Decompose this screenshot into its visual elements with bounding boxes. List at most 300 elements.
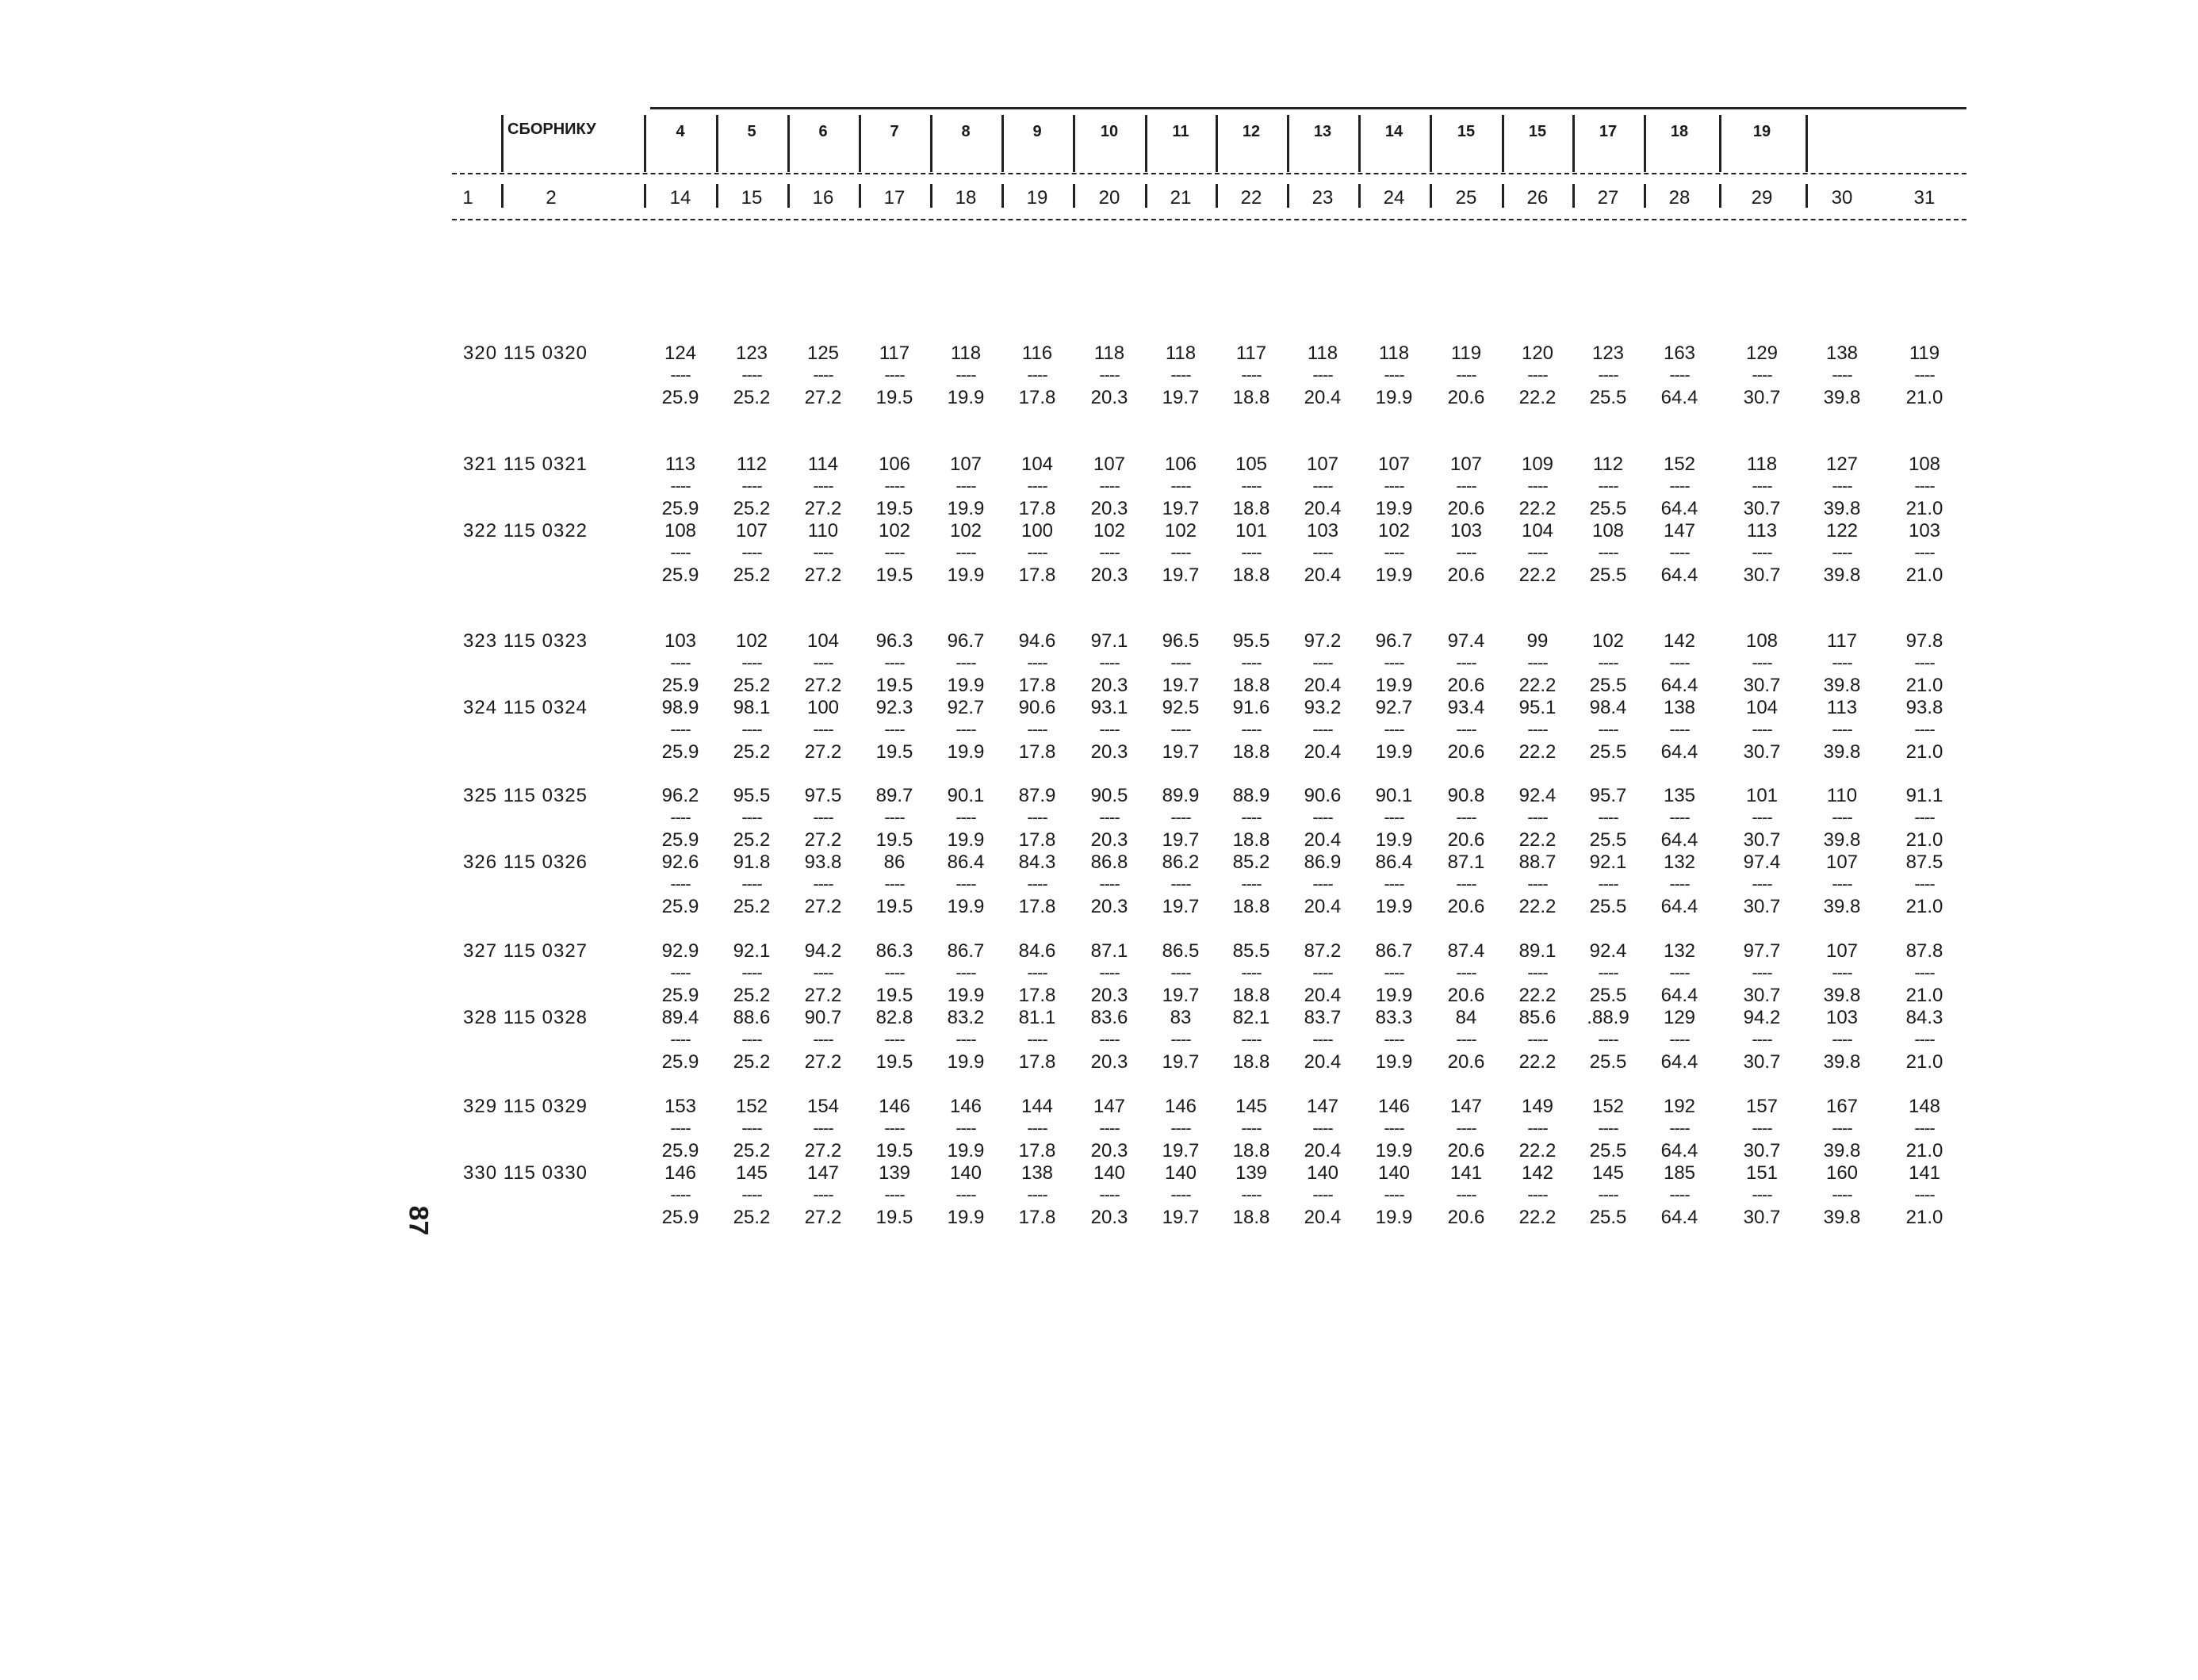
- row-numerator: 103: [664, 630, 697, 652]
- fraction-bar: ----: [1914, 719, 1935, 739]
- fraction-bar: ----: [1027, 874, 1047, 894]
- fraction-bar: ----: [1832, 542, 1852, 562]
- row-denominator: 18.8: [1232, 387, 1270, 408]
- row-denominator: 21.0: [1905, 675, 1943, 696]
- fraction-bar: ----: [1527, 476, 1548, 496]
- row-numerator: 101: [1745, 785, 1779, 806]
- row-denominator: 22.2: [1518, 985, 1557, 1006]
- fraction-bar: ----: [1099, 476, 1120, 496]
- header-index-cell: 25: [1455, 187, 1477, 209]
- header-top-rule: [650, 107, 1966, 109]
- row-numerator: 97.4: [1447, 630, 1485, 652]
- row-denominator: 20.6: [1447, 498, 1485, 519]
- fraction-bar: ----: [1456, 365, 1476, 385]
- row-numerator: 118: [1093, 343, 1125, 364]
- row-denominator: 25.5: [1589, 498, 1627, 519]
- row-denominator: 19.9: [1375, 741, 1413, 763]
- fraction-bar: ----: [1027, 542, 1047, 562]
- row-denominator: 22.2: [1518, 1051, 1557, 1073]
- row-numerator: 104: [1521, 520, 1554, 542]
- row-numerator: 157: [1745, 1096, 1779, 1117]
- row-denominator: 20.4: [1304, 741, 1342, 763]
- header-index-left-cell: 1: [462, 187, 473, 209]
- fraction-bar: ----: [1241, 365, 1262, 385]
- row-numerator: 107: [1449, 453, 1483, 475]
- row-numerator: 132: [1663, 851, 1696, 873]
- fraction-bar: ----: [1832, 476, 1852, 496]
- row-numerator: 84: [1455, 1007, 1477, 1028]
- fraction-bar: ----: [1384, 1029, 1404, 1049]
- fraction-bar: ----: [1241, 807, 1262, 827]
- row-numerator: 90.1: [1375, 785, 1413, 806]
- fraction-bar: ----: [1914, 807, 1935, 827]
- row-denominator: 25.9: [661, 1140, 699, 1161]
- fraction-bar: ----: [1752, 365, 1772, 385]
- fraction-bar: ----: [1170, 476, 1191, 496]
- row-numerator: 113: [1826, 697, 1858, 718]
- row-denominator: 39.8: [1823, 498, 1861, 519]
- row-numerator: 95.7: [1589, 785, 1627, 806]
- fraction-bar: ----: [741, 365, 762, 385]
- row-denominator: 64.4: [1660, 1140, 1698, 1161]
- row-numerator: 93.4: [1447, 697, 1485, 718]
- row-numerator: 129: [1663, 1007, 1696, 1028]
- row-numerator: 139: [1235, 1162, 1268, 1184]
- fraction-bar: ----: [1384, 365, 1404, 385]
- row-numerator: 113: [1746, 520, 1778, 542]
- fraction-bar: ----: [813, 542, 833, 562]
- row-denominator: 19.7: [1162, 498, 1200, 519]
- row-numerator: 118: [1165, 343, 1197, 364]
- page-number: 87: [403, 1205, 434, 1236]
- row-numerator: 103: [1825, 1007, 1859, 1028]
- header-top-cell: 17: [1599, 123, 1618, 140]
- row-denominator: 22.2: [1518, 896, 1557, 917]
- row-numerator: 97.1: [1090, 630, 1128, 652]
- row-denominator: 20.4: [1304, 564, 1342, 586]
- row-numerator: 88.7: [1518, 851, 1557, 873]
- fraction-bar: ----: [884, 476, 905, 496]
- row-denominator: 27.2: [804, 829, 842, 851]
- row-numerator: 87.8: [1905, 940, 1943, 962]
- fraction-bar: ----: [1027, 962, 1047, 982]
- header-index-cell: 26: [1526, 187, 1549, 209]
- fraction-bar: ----: [1170, 1029, 1191, 1049]
- row-numerator: 98.4: [1589, 697, 1627, 718]
- fraction-bar: ----: [1832, 962, 1852, 982]
- fraction-bar: ----: [1456, 476, 1476, 496]
- fraction-bar: ----: [670, 652, 691, 672]
- header-divider: [1502, 115, 1504, 172]
- header-divider: [1644, 115, 1646, 172]
- row-denominator: 21.0: [1905, 896, 1943, 917]
- row-denominator: 19.9: [1375, 896, 1413, 917]
- fraction-bar: ----: [1527, 542, 1548, 562]
- fraction-bar: ----: [1099, 807, 1120, 827]
- row-numerator: 87.4: [1447, 940, 1485, 962]
- row-denominator: 20.6: [1447, 1051, 1485, 1073]
- row-numerator: 147: [1306, 1096, 1339, 1117]
- row-denominator: 25.9: [661, 896, 699, 917]
- row-denominator: 27.2: [804, 387, 842, 408]
- row-numerator: 153: [664, 1096, 697, 1117]
- row-denominator: 19.5: [875, 387, 913, 408]
- header-divider: [501, 184, 504, 208]
- header-divider: [716, 184, 718, 208]
- row-numerator: 96.7: [947, 630, 985, 652]
- row-denominator: 19.9: [1375, 498, 1413, 519]
- row-denominator: 25.2: [733, 741, 771, 763]
- row-denominator: 19.9: [947, 675, 985, 696]
- row-numerator: 104: [1020, 453, 1054, 475]
- row-denominator: 20.3: [1090, 741, 1128, 763]
- row-denominator: 19.9: [947, 1051, 985, 1073]
- row-denominator: 19.7: [1162, 1140, 1200, 1161]
- row-denominator: 39.8: [1823, 985, 1861, 1006]
- row-numerator: 93.2: [1304, 697, 1342, 718]
- row-numerator: 86.4: [1375, 851, 1413, 873]
- row-denominator: 17.8: [1018, 498, 1056, 519]
- row-numerator: 102: [735, 630, 768, 652]
- row-numerator: 86.7: [947, 940, 985, 962]
- row-denominator: 18.8: [1232, 1051, 1270, 1073]
- row-denominator: 20.4: [1304, 1207, 1342, 1228]
- header-index-cell: 27: [1597, 187, 1619, 209]
- row-denominator: 19.7: [1162, 829, 1200, 851]
- row-numerator: 102: [1377, 520, 1411, 542]
- row-denominator: 30.7: [1743, 985, 1781, 1006]
- row-numerator: 105: [1235, 453, 1268, 475]
- row-denominator: 19.7: [1162, 675, 1200, 696]
- fraction-bar: ----: [1384, 1118, 1404, 1138]
- row-numerator: 147: [1093, 1096, 1126, 1117]
- row-numerator: 107: [1825, 940, 1859, 962]
- row-denominator: 39.8: [1823, 896, 1861, 917]
- row-denominator: 64.4: [1660, 498, 1698, 519]
- fraction-bar: ----: [670, 807, 691, 827]
- header-divider: [1719, 115, 1721, 172]
- fraction-bar: ----: [1832, 719, 1852, 739]
- fraction-bar: ----: [1752, 1118, 1772, 1138]
- row-numerator: 112: [736, 453, 768, 475]
- row-numerator: 84.6: [1018, 940, 1056, 962]
- row-denominator: 17.8: [1018, 675, 1056, 696]
- row-denominator: 39.8: [1823, 1207, 1861, 1228]
- header-index-cell: 21: [1170, 187, 1192, 209]
- row-numerator: 118: [1307, 343, 1338, 364]
- fraction-bar: ----: [1832, 365, 1852, 385]
- row-denominator: 17.8: [1018, 1051, 1056, 1073]
- header-divider: [859, 115, 861, 172]
- fraction-bar: ----: [955, 719, 976, 739]
- row-denominator: 19.9: [1375, 829, 1413, 851]
- row-denominator: 19.5: [875, 564, 913, 586]
- fraction-bar: ----: [670, 476, 691, 496]
- fraction-bar: ----: [1241, 874, 1262, 894]
- row-numerator: 83.2: [947, 1007, 985, 1028]
- row-denominator: 39.8: [1823, 675, 1861, 696]
- header-top-cell: 7: [890, 123, 899, 140]
- row-numerator: 132: [1663, 940, 1696, 962]
- row-denominator: 64.4: [1660, 387, 1698, 408]
- row-numerator: 97.5: [804, 785, 842, 806]
- header-divider: [1073, 115, 1075, 172]
- row-numerator: 140: [1306, 1162, 1339, 1184]
- fraction-bar: ----: [813, 807, 833, 827]
- fraction-bar: ----: [1669, 542, 1690, 562]
- fraction-bar: ----: [741, 962, 762, 982]
- fraction-bar: ----: [1669, 874, 1690, 894]
- row-denominator: 19.9: [947, 1207, 985, 1228]
- fraction-bar: ----: [1099, 874, 1120, 894]
- row-denominator: 30.7: [1743, 675, 1781, 696]
- row-denominator: 27.2: [804, 741, 842, 763]
- row-denominator: 30.7: [1743, 498, 1781, 519]
- row-denominator: 17.8: [1018, 1140, 1056, 1161]
- row-numerator: 108: [1591, 520, 1625, 542]
- row-denominator: 64.4: [1660, 985, 1698, 1006]
- fraction-bar: ----: [1832, 874, 1852, 894]
- row-denominator: 19.5: [875, 985, 913, 1006]
- row-denominator: 25.2: [733, 387, 771, 408]
- fraction-bar: ----: [1914, 542, 1935, 562]
- header-top-cell: 15: [1457, 123, 1476, 140]
- row-denominator: 20.4: [1304, 829, 1342, 851]
- row-denominator: 20.6: [1447, 1207, 1485, 1228]
- row-numerator: 97.8: [1905, 630, 1943, 652]
- header-index-cell: 31: [1913, 187, 1936, 209]
- row-numerator: 144: [1020, 1096, 1054, 1117]
- fraction-bar: ----: [1384, 476, 1404, 496]
- fraction-bar: ----: [1598, 807, 1618, 827]
- row-denominator: 25.9: [661, 675, 699, 696]
- row-denominator: 30.7: [1743, 741, 1781, 763]
- row-denominator: 19.9: [1375, 985, 1413, 1006]
- fraction-bar: ----: [1312, 719, 1333, 739]
- fraction-bar: ----: [1914, 1184, 1935, 1204]
- row-numerator: 82.1: [1232, 1007, 1270, 1028]
- row-denominator: 20.6: [1447, 829, 1485, 851]
- fraction-bar: ----: [1312, 1118, 1333, 1138]
- header-index-cell: 17: [883, 187, 906, 209]
- row-denominator: 20.3: [1090, 1207, 1128, 1228]
- row-denominator: 25.2: [733, 896, 771, 917]
- row-denominator: 19.9: [947, 387, 985, 408]
- fraction-bar: ----: [1914, 962, 1935, 982]
- fraction-bar: ----: [670, 542, 691, 562]
- row-denominator: 19.9: [947, 829, 985, 851]
- row-code: 320 115 0320: [463, 343, 588, 364]
- row-numerator: 97.4: [1743, 851, 1781, 873]
- fraction-bar: ----: [1752, 1029, 1772, 1049]
- row-numerator: 84.3: [1905, 1007, 1943, 1028]
- row-denominator: 19.9: [947, 896, 985, 917]
- fraction-bar: ----: [1099, 652, 1120, 672]
- fraction-bar: ----: [741, 807, 762, 827]
- fraction-bar: ----: [1170, 874, 1191, 894]
- fraction-bar: ----: [1598, 652, 1618, 672]
- header-index-cell: 15: [741, 187, 763, 209]
- row-numerator: 87.1: [1090, 940, 1128, 962]
- row-numerator: 122: [1825, 520, 1859, 542]
- row-numerator: 139: [878, 1162, 911, 1184]
- row-denominator: 25.5: [1589, 741, 1627, 763]
- row-denominator: 30.7: [1743, 829, 1781, 851]
- fraction-bar: ----: [1027, 1118, 1047, 1138]
- header-top-cell: 14: [1384, 123, 1403, 140]
- row-denominator: 20.3: [1090, 1140, 1128, 1161]
- row-numerator: 117: [1826, 630, 1858, 652]
- row-code: 323 115 0323: [463, 630, 588, 652]
- row-numerator: 151: [1745, 1162, 1779, 1184]
- row-denominator: 20.4: [1304, 498, 1342, 519]
- row-denominator: 39.8: [1823, 564, 1861, 586]
- fraction-bar: ----: [1456, 1029, 1476, 1049]
- row-numerator: 110: [807, 520, 839, 542]
- row-numerator: 98.9: [661, 697, 699, 718]
- row-numerator: 145: [1591, 1162, 1625, 1184]
- row-numerator: 93.8: [1905, 697, 1943, 718]
- row-numerator: 103: [1449, 520, 1483, 542]
- fraction-bar: ----: [1752, 476, 1772, 496]
- header-divider: [1001, 115, 1004, 172]
- row-numerator: 84.3: [1018, 851, 1056, 873]
- header-index-cell: 30: [1831, 187, 1853, 209]
- row-numerator: .88.9: [1587, 1007, 1629, 1028]
- row-numerator: 117: [1235, 343, 1267, 364]
- fraction-bar: ----: [884, 365, 905, 385]
- header-left-label: СБОРНИКУ: [507, 121, 596, 138]
- fraction-bar: ----: [1752, 1184, 1772, 1204]
- row-numerator: 87.1: [1447, 851, 1485, 873]
- row-numerator: 85.6: [1518, 1007, 1557, 1028]
- row-denominator: 19.7: [1162, 985, 1200, 1006]
- header-top-cell: 18: [1670, 123, 1689, 140]
- row-denominator: 25.2: [733, 564, 771, 586]
- header-index-cell: 22: [1240, 187, 1262, 209]
- fraction-bar: ----: [1312, 807, 1333, 827]
- row-denominator: 19.9: [1375, 387, 1413, 408]
- row-numerator: 92.7: [947, 697, 985, 718]
- fraction-bar: ----: [1669, 1118, 1690, 1138]
- row-denominator: 20.4: [1304, 387, 1342, 408]
- row-denominator: 19.7: [1162, 1207, 1200, 1228]
- row-numerator: 152: [735, 1096, 768, 1117]
- header-divider: [930, 184, 932, 208]
- row-numerator: 89.4: [661, 1007, 699, 1028]
- row-denominator: 25.9: [661, 564, 699, 586]
- row-denominator: 19.9: [1375, 1051, 1413, 1073]
- row-denominator: 19.5: [875, 1051, 913, 1073]
- row-numerator: 82.8: [875, 1007, 913, 1028]
- fraction-bar: ----: [1456, 542, 1476, 562]
- row-numerator: 86.8: [1090, 851, 1128, 873]
- fraction-bar: ----: [670, 874, 691, 894]
- fraction-bar: ----: [1099, 1118, 1120, 1138]
- row-code: 326 115 0326: [463, 851, 588, 873]
- fraction-bar: ----: [955, 476, 976, 496]
- row-numerator: 119: [1450, 343, 1482, 364]
- fraction-bar: ----: [670, 962, 691, 982]
- fraction-bar: ----: [1170, 542, 1191, 562]
- header-divider: [1806, 184, 1808, 208]
- row-denominator: 19.7: [1162, 896, 1200, 917]
- row-denominator: 21.0: [1905, 564, 1943, 586]
- fraction-bar: ----: [1312, 365, 1333, 385]
- row-denominator: 25.5: [1589, 564, 1627, 586]
- row-numerator: 90.7: [804, 1007, 842, 1028]
- row-numerator: 138: [1825, 343, 1859, 364]
- row-denominator: 25.9: [661, 985, 699, 1006]
- row-code: 322 115 0322: [463, 520, 588, 542]
- row-numerator: 102: [1164, 520, 1197, 542]
- row-denominator: 27.2: [804, 498, 842, 519]
- row-numerator: 112: [1592, 453, 1624, 475]
- row-numerator: 90.5: [1090, 785, 1128, 806]
- row-denominator: 20.6: [1447, 564, 1485, 586]
- header-divider: [787, 184, 790, 208]
- row-numerator: 97.7: [1743, 940, 1781, 962]
- row-numerator: 160: [1825, 1162, 1859, 1184]
- header-divider: [1145, 115, 1147, 172]
- row-denominator: 25.5: [1589, 985, 1627, 1006]
- row-numerator: 107: [949, 453, 982, 475]
- row-numerator: 145: [1235, 1096, 1268, 1117]
- fraction-bar: ----: [1384, 542, 1404, 562]
- row-denominator: 20.6: [1447, 387, 1485, 408]
- row-numerator: 92.3: [875, 697, 913, 718]
- fraction-bar: ----: [884, 874, 905, 894]
- row-code: 321 115 0321: [463, 453, 588, 475]
- fraction-bar: ----: [1832, 1029, 1852, 1049]
- fraction-bar: ----: [1527, 719, 1548, 739]
- fraction-bar: ----: [1027, 1184, 1047, 1204]
- row-denominator: 18.8: [1232, 498, 1270, 519]
- row-denominator: 19.5: [875, 1207, 913, 1228]
- fraction-bar: ----: [1752, 874, 1772, 894]
- row-numerator: 147: [1663, 520, 1696, 542]
- row-denominator: 22.2: [1518, 675, 1557, 696]
- header-divider: [716, 115, 718, 172]
- row-numerator: 86.5: [1162, 940, 1200, 962]
- header-divider: [644, 115, 646, 172]
- row-denominator: 19.7: [1162, 564, 1200, 586]
- fraction-bar: ----: [813, 1184, 833, 1204]
- row-denominator: 25.5: [1589, 896, 1627, 917]
- row-denominator: 19.9: [1375, 1207, 1413, 1228]
- row-numerator: 89.9: [1162, 785, 1200, 806]
- fraction-bar: ----: [1027, 1029, 1047, 1049]
- fraction-bar: ----: [1241, 652, 1262, 672]
- row-numerator: 152: [1663, 453, 1696, 475]
- row-numerator: 90.1: [947, 785, 985, 806]
- header-top-cell: 6: [818, 123, 828, 140]
- fraction-bar: ----: [1312, 1029, 1333, 1049]
- header-top-cell: 13: [1313, 123, 1332, 140]
- fraction-bar: ----: [884, 542, 905, 562]
- fraction-bar: ----: [1598, 365, 1618, 385]
- fraction-bar: ----: [1170, 962, 1191, 982]
- fraction-bar: ----: [670, 1029, 691, 1049]
- row-numerator: 123: [735, 343, 768, 364]
- fraction-bar: ----: [1752, 719, 1772, 739]
- row-numerator: 92.7: [1375, 697, 1413, 718]
- row-denominator: 21.0: [1905, 1051, 1943, 1073]
- row-numerator: 104: [1745, 697, 1779, 718]
- row-denominator: 21.0: [1905, 1140, 1943, 1161]
- row-numerator: 146: [664, 1162, 697, 1184]
- fraction-bar: ----: [884, 719, 905, 739]
